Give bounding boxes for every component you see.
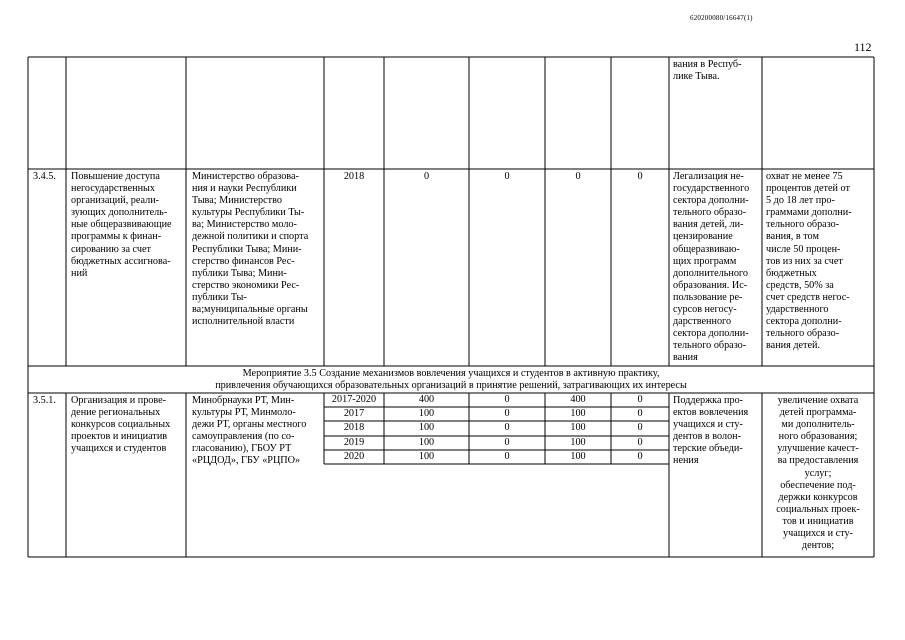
year-row-value-1: 100: [418, 408, 435, 419]
year-row-value-4: 0: [637, 408, 643, 419]
year-row-year: 2017-2020: [331, 394, 377, 405]
year-row-year: 2018: [343, 422, 365, 433]
year-row-value-3: 400: [570, 394, 586, 405]
row-345-year: 2018: [343, 171, 365, 182]
row-345-value-1: 0: [423, 171, 430, 182]
year-row-value-2: 0: [504, 451, 510, 462]
year-row-value-4: 0: [637, 422, 643, 433]
year-row-value-1: 400: [418, 394, 435, 405]
year-row-value-3: 100: [570, 408, 586, 419]
year-row-value-1: 100: [418, 437, 435, 448]
row-345-number: 3.4.5.: [33, 171, 56, 182]
row-351-executors: Минобрнауки РТ, Мин- культуры РТ, Минмоло- дежи РТ, органы местного самоуправления (по со- гласованию), ГБОУ РТ «РЦДОД», ГБУ «РЦПО»: [192, 395, 307, 467]
row-351-number: 3.5.1.: [33, 395, 56, 406]
year-row-value-1: 100: [418, 422, 435, 433]
year-row-value-2: 0: [504, 394, 510, 405]
year-row-value-4: 0: [637, 451, 643, 462]
section-heading-line-2: привлечения обучающихся образовательных организаций в принятие решений, затрагивающих их интересы: [215, 380, 687, 391]
row-345-indicator: охват не менее 75 процентов детей от 5 до 18 лет про- граммами дополни- тельного образо- вания, в том числе 50 процен- тов из них за счет бюджетных средств, 50% за счет средств негос- ударственного сектора дополни- тельного образо- вания детей.: [766, 171, 852, 352]
year-row-value-3: 100: [570, 422, 586, 433]
year-row-value-2: 0: [504, 437, 510, 448]
row-351-indicator: увеличение охвата детей программа- ми дополнитель- ного образования; улучшение качест- ва предоставления услуг; обеспечение под- держки конкурсов социальных проек- тов и инициатив учащихся и сту- дентов;: [776, 395, 860, 552]
row-345-value-2: 0: [504, 171, 510, 182]
row-351-name: Организация и прове- дение региональных конкурсов социальных проектов и инициатив учащихся и студентов: [71, 395, 171, 455]
year-row-value-3: 100: [570, 437, 586, 448]
year-row-value-2: 0: [504, 422, 510, 433]
year-row-value-4: 0: [637, 437, 643, 448]
year-row-year: 2017: [343, 408, 365, 419]
row-351-result: Поддержка про- ектов вовлечения учащихся и сту- дентов в волон- терские объеди- нения: [673, 395, 749, 467]
row-345-executors: Министерство образова- ния и науки Республики Тыва; Министерство культуры Республики Ты- ва; Министерство моло- дежной политики и спорта Республики Тыва; Мини- стерство финансов Рес- публики Тыва; Мини- стерство экономики Рес- публики Ты- ва;муниципальные органы исполнительной власти: [192, 171, 309, 328]
year-row-value-4: 0: [637, 394, 643, 405]
row-345-result: Легализация не- государственного сектора дополни- тельного образо- вания детей, ли- цензирование общеразвиваю- щих программ дополнительного образования. Ис- пользование ре- сурсов негосу- дарственного сектора дополни- тельного образо- вания: [673, 171, 750, 364]
row-345-value-3: 0: [575, 171, 581, 182]
year-row-year: 2019: [343, 437, 365, 448]
year-row-value-1: 100: [418, 451, 435, 462]
page-number: 112: [854, 40, 872, 54]
year-row-value-2: 0: [504, 408, 510, 419]
year-row-year: 2020: [343, 451, 365, 462]
row-345-name: Повышение доступа негосударственных организаций, реали- зующих дополнитель- ные общеразвивающие программы к финан- сированию за счет бюджетных ассигнова- ний: [71, 171, 172, 279]
section-heading-line-1: Мероприятие 3.5 Создание механизмов вовлечения учащихся и студентов в активную практику,: [242, 368, 660, 379]
row-345-value-4: 0: [637, 171, 643, 182]
continuation-result-cell: вания в Респуб- лике Тыва.: [673, 59, 742, 83]
year-row-value-3: 100: [570, 451, 586, 462]
document-id: 620200080/16647(1): [690, 14, 753, 22]
